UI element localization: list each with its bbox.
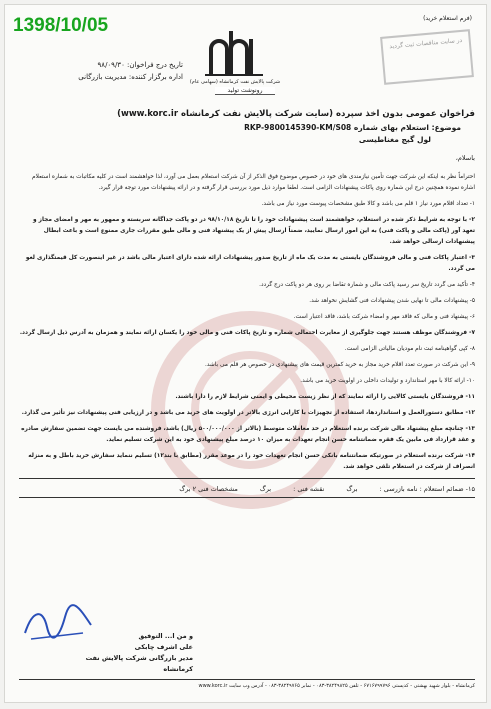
clause-item: ۱۴- شرکت برنده استعلام در صورتیکه ضمانتنامه بانکی حسن انجام تعهدات خود را در موعد مقرر (مطابق با بند۱۲) تسلیم ننماید سفارش خرید باطل و به منزله انصراف از شرکت در استعلام تلقی خواهد شد. <box>28 453 475 470</box>
document-subject-item: لول گیج مغناطیسی <box>358 135 431 144</box>
clause-item: ۱۳- چنانچه مبلغ پیشنهاد مالی شرکت برنده استعلام در حد معاملات متوسط (بالاتر از ۵۰۰/۰۰۰/۰۰۰ ریال) باشد، فروشنده می بایست جهت تضمین سفارش صادره و عقد قرارداد فی مابین یک فقره ضمانتنامه حسن انجام تعهدات به میزان ۱۰ درصد مبلغ پیشنهادی خود به این شرکت تسلیم نماید. <box>21 426 475 443</box>
meta-block <box>13 59 183 83</box>
clause-item: ۱۲- مطابق دستورالعمل و استانداردها، استفاده از تجهیزات با کارایی انرژی بالاتر در اولویت های خرید می باشد و در ارزیابی فنی پیشنهادات نیز تأثیر می گذارد. <box>21 410 475 416</box>
clause-item: ۱- تعداد اقلام مورد نیاز ۱ قلم می باشد و کالا طبق مشخصات پیوست مورد نیاز می باشد. <box>261 201 475 207</box>
meta-org-line: اداره برگزار کننده: مدیریت بازرگانی <box>78 73 183 81</box>
copy-label: رونوشت توليد <box>215 87 275 95</box>
document-subject: موضوع: استعلام بهای شماره RKP-9800145390-KM/S08 <box>244 123 461 132</box>
company-logo-icon <box>201 25 267 77</box>
signature-block <box>83 631 193 675</box>
salutation: باسلام، <box>455 154 475 162</box>
form-label: (فرم استعلام خرید) <box>423 15 472 22</box>
attachments-drawing: نقشه فنی : <box>293 485 325 493</box>
divider <box>19 478 475 479</box>
clause-item: ۴- تأکید می گردد تاریخ سر رسید پاکت مالی و شماره تقاضا بر روی هر دو پاکت درج گردد. <box>259 282 475 288</box>
registration-stamp <box>380 29 474 85</box>
document-body <box>19 109 475 501</box>
attachments-label: ۱۵- ضمائم استعلام : نامه بازرسی : <box>379 485 475 493</box>
document-title: فراخوان عمومی بدون اخذ سپرده (سایت شرکت پالایش نفت کرمانشاه www.korc.ir) <box>117 109 475 119</box>
footer-address: کرمانشاه - بلوار شهید بهشتی - کدپستی ۶۷۱۶۷۹۹۷۹۶ - تلفن ۳۸۲۴۹۸۲۵-۰۸۳ - نمابر ۳۸۲۴۹۷۶۵-۰۸۳ - آدرس وب سایت www.korc.ir <box>198 683 475 689</box>
clause-item: ۱۰- ارائه کالا با مهر استاندارد و تولیدات داخلی در اولویت خرید می باشد. <box>300 378 475 384</box>
attachments-unit: برگ <box>346 485 358 493</box>
clause-item: ۲- با توجه به شرایط ذکر شده در استعلام، خواهشمند است پیشنهادات خود را تا تاریخ ۹۸/۱۰/۱۸ در دو پاکت جداگانه سربسته و ممهور به مهر و امضای مجاز و تعهد آور (پاکت مالی و پاکت فنی) به این امور ارسال نمایید، ضمناً ارسال پیش از یک پیشنهاد فنی و مالی طبق مقررات جاری ممنوع است و باعث ابطال پیشنهادات ارسالی خواهد شد. <box>33 217 475 245</box>
clause-item: ۱۱- فروشندگان بایستی کالایی را ارائه نمایند که از نظر زیست محیطی و ایمنی شرایط لازم را دارا باشند. <box>175 394 475 400</box>
company-name: شرکت پالایش نفت کرمانشاه (سهامی عام) <box>189 79 281 85</box>
signature-title: مدیر بازرگانی شرکت پالایش نفت کرمانشاه <box>85 654 193 673</box>
date-stamp: 1398/10/05 <box>13 15 109 36</box>
footer-divider <box>19 679 475 680</box>
signature-name: علی اشرف چابکی <box>134 643 193 651</box>
document-page <box>4 4 487 703</box>
attachments-specs: مشخصات فنی ۲ برگ <box>179 485 238 493</box>
attachments-unit: برگ <box>259 485 272 493</box>
divider <box>19 497 475 498</box>
stamp-text: در سایت مناقصات ثبت گردید <box>389 36 463 51</box>
intro-paragraph: احتراماً نظر به اینکه این شرکت جهت تأمین نیازمندی های خود در خصوص موضوع فوق الذکر از آن شرکت استعلام بعمل می آورد، لذا خواهشمند است در کلیه مکاتبات به شماره استعلام اشاره نموده همچنین درج این شماره روی پاکات پیشنهادات الزامی است. لطفا موارد ذیل مورد بررسی قرار گرفته و در ارائه پیشنهادات مورد توجه قرار گیرد. <box>32 174 475 191</box>
clause-item: ۵- پیشنهادات مالی تا نهایی شدن پیشنهادات فنی گشایش نخواهد شد. <box>309 298 475 304</box>
clause-item: ۷- فروشندگان موظف هستند جهت جلوگیری از مغایرت احتمالی شماره و تاریخ پاکات فنی و مالی خود را یکسان ارائه نمایند و همزمان به آدرس ذیل ارسال گردد. <box>19 330 475 336</box>
meta-date-line: تاریخ درج فراخوان: ۹۸/۰۹/۳۰ <box>97 61 183 69</box>
signature-line: و من ا... التوفیق <box>138 632 193 640</box>
clause-item: ۸- کپی گواهینامه ثبت نام مودیان مالیاتی الزامی است. <box>344 346 475 352</box>
clause-item: ۶- پیشنهاد فنی و مالی که فاقد مهر و امضاء شرکت باشد، فاقد اعتبار است. <box>293 314 475 320</box>
clause-item: ۳- اعتبار پاکات فنی و مالی فروشندگان بایستی به مدت یک ماه از تاریخ صدور پیشنهادات ارائه شده دارای اعتبار مالی باشد در غیر اینصورت کل قیمتگذاری لغو می گردد. <box>25 255 475 272</box>
attachments-row <box>19 485 475 493</box>
clause-item: ۹- این شرکت در صورت تعدد اقلام خرید مجاز به خرید کمترین قیمت های پیشنهادی در خصوص هر قلم می باشد. <box>205 362 475 368</box>
